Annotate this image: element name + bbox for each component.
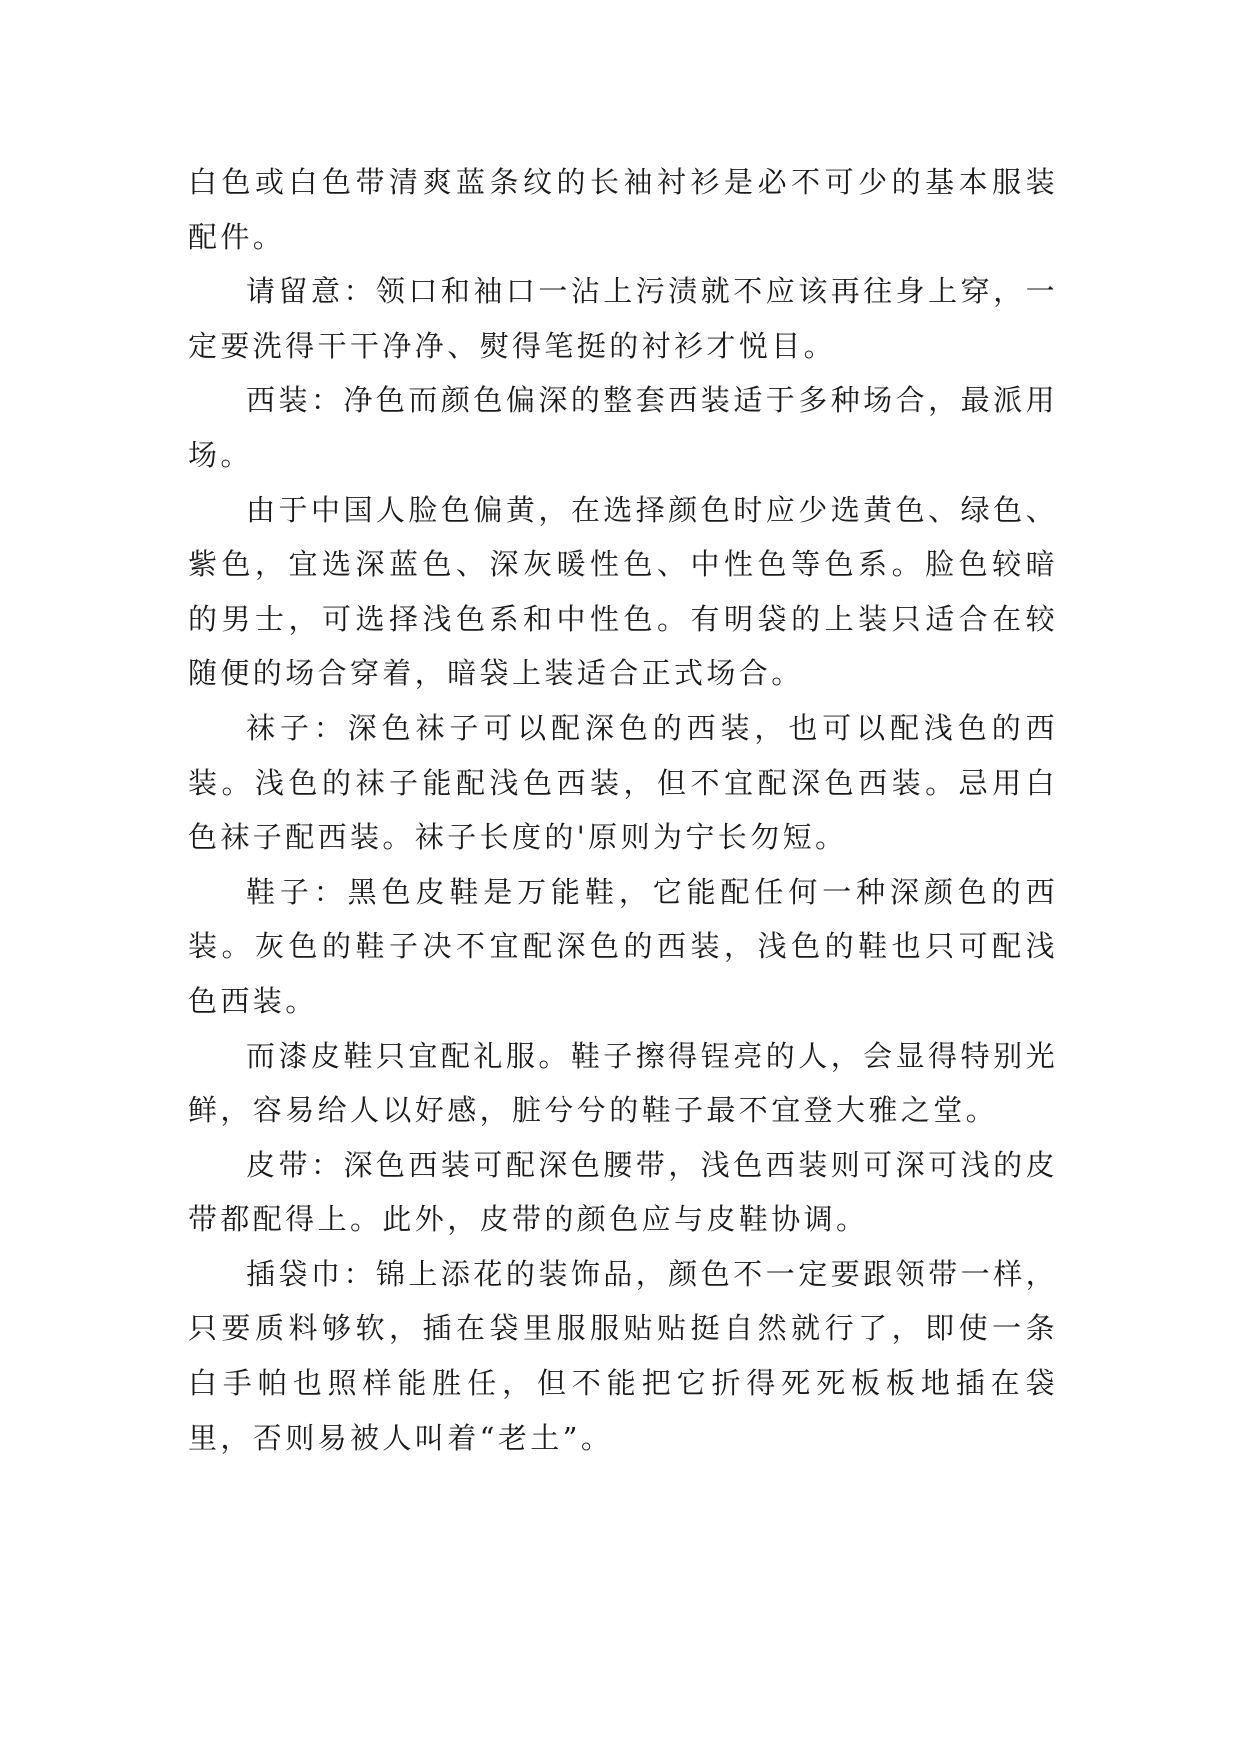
paragraph-belt: 皮带：深色西装可配深色腰带，浅色西装则可深可浅的皮带都配得上。此外，皮带的颜色应与皮鞋协调。	[188, 1147, 1058, 1237]
paragraph-patent-shoes: 而漆皮鞋只宜配礼服。鞋子擦得锃亮的人，会显得特别光鲜，容易给人以好感，脏兮兮的鞋子最不宜登大雅之堂。	[188, 1038, 1058, 1128]
paragraph-shoes: 鞋子：黑色皮鞋是万能鞋，它能配任何一种深颜色的西装。灰色的鞋子决不宜配深色的西装，浅色的鞋也只可配浅色西装。	[188, 874, 1058, 1018]
paragraph-suit-color: 由于中国人脸色偏黄，在选择颜色时应少选黄色、绿色、紫色，宜选深蓝色、深灰暖性色、中性色等色系。脸色较暗的男士，可选择浅色系和中性色。有明袋的上装只适合在较随便的场合穿着，暗袋上装适合正式场合。	[188, 492, 1058, 691]
paragraph-socks: 袜子：深色袜子可以配深色的西装，也可以配浅色的西装。浅色的袜子能配浅色西装，但不宜配深色西装。忌用白色袜子配西装。袜子长度的'原则为宁长勿短。	[188, 710, 1058, 855]
paragraph-shirt: 白色或白色带清爽蓝条纹的长袖衬衫是必不可少的基本服装配件。	[188, 165, 1058, 254]
paragraph-pocket-square: 插袋巾：锦上添花的装饰品，颜色不一定要跟领带一样，只要质料够软，插在袋里服服贴贴挺自然就行了，即使一条白手帕也照样能胜任，但不能把它折得死死板板地插在袋里，否则易被人叫着“老土”。	[188, 1256, 1058, 1455]
document-body	[188, 155, 1058, 1465]
paragraph-shirt-note: 请留意：领口和袖口一沾上污渍就不应该再往身上穿，一定要洗得干干净净、熨得笔挺的衬衫才悦目。	[188, 274, 1058, 363]
paragraph-suit: 西装：净色而颜色偏深的整套西装适于多种场合，最派用场。	[188, 383, 1058, 472]
